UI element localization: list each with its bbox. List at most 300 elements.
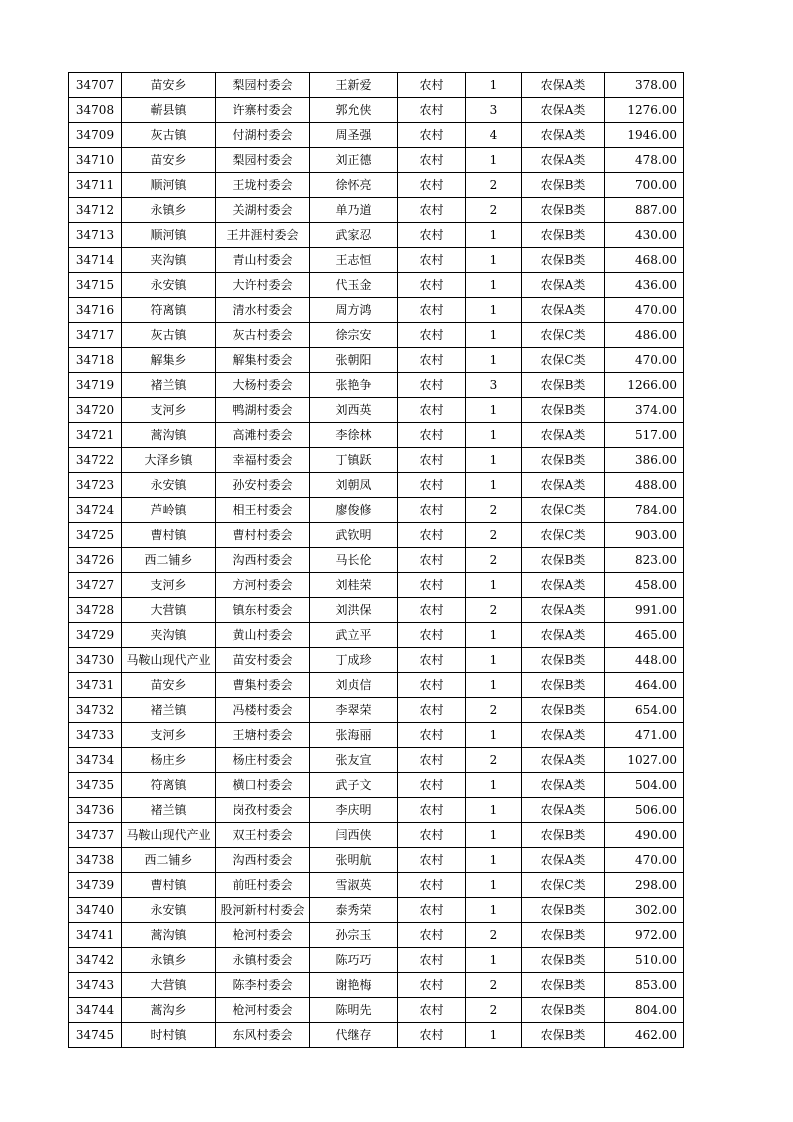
member-count-cell: 1 (466, 848, 522, 873)
village-committee-cell: 王井涯村委会 (216, 223, 310, 248)
town-cell: 西二铺乡 (122, 848, 216, 873)
table-row (69, 773, 684, 798)
member-count-cell: 1 (466, 473, 522, 498)
record-id-cell: 34707 (69, 73, 122, 98)
amount-cell: 478.00 (605, 148, 684, 173)
insurance-category-cell: 农保C类 (522, 523, 605, 548)
table-row (69, 873, 684, 898)
town-cell: 大泽乡镇 (122, 448, 216, 473)
table-row (69, 1023, 684, 1048)
household-type-cell: 农村 (398, 398, 466, 423)
town-cell: 马鞍山现代产业 (122, 823, 216, 848)
record-id-cell: 34739 (69, 873, 122, 898)
village-committee-cell: 灰古村委会 (216, 323, 310, 348)
household-type-cell: 农村 (398, 748, 466, 773)
household-type-cell: 农村 (398, 473, 466, 498)
record-id-cell: 34736 (69, 798, 122, 823)
member-count-cell: 1 (466, 73, 522, 98)
amount-cell: 784.00 (605, 498, 684, 523)
household-type-cell: 农村 (398, 298, 466, 323)
record-id-cell: 34716 (69, 298, 122, 323)
record-id-cell: 34712 (69, 198, 122, 223)
member-count-cell: 1 (466, 273, 522, 298)
record-id-cell: 34745 (69, 1023, 122, 1048)
table-row (69, 848, 684, 873)
member-count-cell: 2 (466, 548, 522, 573)
amount-cell: 465.00 (605, 623, 684, 648)
amount-cell: 468.00 (605, 248, 684, 273)
village-committee-cell: 大杨村委会 (216, 373, 310, 398)
record-id-cell: 34742 (69, 948, 122, 973)
member-count-cell: 1 (466, 423, 522, 448)
amount-cell: 386.00 (605, 448, 684, 473)
table-row (69, 498, 684, 523)
table-row (69, 948, 684, 973)
town-cell: 芦岭镇 (122, 498, 216, 523)
beneficiary-table (68, 72, 684, 1048)
insurance-category-cell: 农保B类 (522, 1023, 605, 1048)
town-cell: 灰古镇 (122, 323, 216, 348)
village-committee-cell: 关湖村委会 (216, 198, 310, 223)
village-committee-cell: 鸭湖村委会 (216, 398, 310, 423)
member-count-cell: 1 (466, 623, 522, 648)
amount-cell: 1266.00 (605, 373, 684, 398)
insurance-category-cell: 农保A类 (522, 798, 605, 823)
household-type-cell: 农村 (398, 73, 466, 98)
member-count-cell: 2 (466, 973, 522, 998)
record-id-cell: 34718 (69, 348, 122, 373)
table-row (69, 298, 684, 323)
amount-cell: 654.00 (605, 698, 684, 723)
person-name-cell: 徐宗安 (310, 323, 398, 348)
record-id-cell: 34724 (69, 498, 122, 523)
insurance-category-cell: 农保A类 (522, 73, 605, 98)
record-id-cell: 34744 (69, 998, 122, 1023)
village-committee-cell: 方河村委会 (216, 573, 310, 598)
amount-cell: 302.00 (605, 898, 684, 923)
village-committee-cell: 黄山村委会 (216, 623, 310, 648)
insurance-category-cell: 农保A类 (522, 848, 605, 873)
insurance-category-cell: 农保B类 (522, 948, 605, 973)
village-committee-cell: 王垅村委会 (216, 173, 310, 198)
town-cell: 苗安乡 (122, 673, 216, 698)
person-name-cell: 周方鸿 (310, 298, 398, 323)
household-type-cell: 农村 (398, 448, 466, 473)
member-count-cell: 1 (466, 773, 522, 798)
town-cell: 夹沟镇 (122, 248, 216, 273)
village-committee-cell: 梨园村委会 (216, 148, 310, 173)
person-name-cell: 武子文 (310, 773, 398, 798)
household-type-cell: 农村 (398, 523, 466, 548)
person-name-cell: 武家忍 (310, 223, 398, 248)
household-type-cell: 农村 (398, 998, 466, 1023)
town-cell: 支河乡 (122, 573, 216, 598)
village-committee-cell: 沟西村委会 (216, 548, 310, 573)
person-name-cell: 张友宣 (310, 748, 398, 773)
person-name-cell: 闫西侠 (310, 823, 398, 848)
person-name-cell: 陈明先 (310, 998, 398, 1023)
member-count-cell: 2 (466, 498, 522, 523)
town-cell: 符离镇 (122, 773, 216, 798)
town-cell: 马鞍山现代产业 (122, 648, 216, 673)
table-row (69, 923, 684, 948)
member-count-cell: 1 (466, 823, 522, 848)
amount-cell: 490.00 (605, 823, 684, 848)
town-cell: 褚兰镇 (122, 698, 216, 723)
person-name-cell: 武立平 (310, 623, 398, 648)
household-type-cell: 农村 (398, 923, 466, 948)
person-name-cell: 武钦明 (310, 523, 398, 548)
table-row (69, 123, 684, 148)
record-id-cell: 34729 (69, 623, 122, 648)
table-row (69, 898, 684, 923)
town-cell: 大营镇 (122, 598, 216, 623)
town-cell: 褚兰镇 (122, 373, 216, 398)
member-count-cell: 1 (466, 798, 522, 823)
table-row (69, 648, 684, 673)
household-type-cell: 农村 (398, 973, 466, 998)
person-name-cell: 刘正德 (310, 148, 398, 173)
table-row (69, 448, 684, 473)
household-type-cell: 农村 (398, 373, 466, 398)
person-name-cell: 丁镇跃 (310, 448, 398, 473)
member-count-cell: 1 (466, 298, 522, 323)
member-count-cell: 2 (466, 598, 522, 623)
member-count-cell: 1 (466, 673, 522, 698)
insurance-category-cell: 农保A类 (522, 98, 605, 123)
record-id-cell: 34734 (69, 748, 122, 773)
insurance-category-cell: 农保C类 (522, 323, 605, 348)
amount-cell: 470.00 (605, 848, 684, 873)
table-row (69, 398, 684, 423)
household-type-cell: 农村 (398, 223, 466, 248)
village-committee-cell: 镇东村委会 (216, 598, 310, 623)
amount-cell: 430.00 (605, 223, 684, 248)
record-id-cell: 34738 (69, 848, 122, 873)
record-id-cell: 34709 (69, 123, 122, 148)
insurance-category-cell: 农保B类 (522, 223, 605, 248)
household-type-cell: 农村 (398, 1023, 466, 1048)
person-name-cell: 张明航 (310, 848, 398, 873)
amount-cell: 853.00 (605, 973, 684, 998)
village-committee-cell: 付湖村委会 (216, 123, 310, 148)
person-name-cell: 刘贞信 (310, 673, 398, 698)
household-type-cell: 农村 (398, 123, 466, 148)
household-type-cell: 农村 (398, 323, 466, 348)
household-type-cell: 农村 (398, 598, 466, 623)
person-name-cell: 廖俊修 (310, 498, 398, 523)
table-row (69, 348, 684, 373)
person-name-cell: 丁成珍 (310, 648, 398, 673)
household-type-cell: 农村 (398, 648, 466, 673)
town-cell: 苗安乡 (122, 73, 216, 98)
amount-cell: 470.00 (605, 298, 684, 323)
table-row (69, 623, 684, 648)
town-cell: 永安镇 (122, 273, 216, 298)
village-committee-cell: 王塘村委会 (216, 723, 310, 748)
town-cell: 永安镇 (122, 473, 216, 498)
table-row (69, 98, 684, 123)
household-type-cell: 农村 (398, 273, 466, 298)
record-id-cell: 34730 (69, 648, 122, 673)
insurance-category-cell: 农保B类 (522, 398, 605, 423)
table-row (69, 148, 684, 173)
table-row (69, 248, 684, 273)
village-committee-cell: 枪河村委会 (216, 923, 310, 948)
village-committee-cell: 幸福村委会 (216, 448, 310, 473)
village-committee-cell: 股河新村村委会 (216, 898, 310, 923)
town-cell: 支河乡 (122, 398, 216, 423)
person-name-cell: 张艳争 (310, 373, 398, 398)
town-cell: 西二铺乡 (122, 548, 216, 573)
table-row (69, 473, 684, 498)
member-count-cell: 1 (466, 948, 522, 973)
insurance-category-cell: 农保B类 (522, 898, 605, 923)
amount-cell: 1276.00 (605, 98, 684, 123)
household-type-cell: 农村 (398, 198, 466, 223)
insurance-category-cell: 农保A类 (522, 573, 605, 598)
village-committee-cell: 双王村委会 (216, 823, 310, 848)
insurance-category-cell: 农保B类 (522, 648, 605, 673)
table-row (69, 823, 684, 848)
amount-cell: 887.00 (605, 198, 684, 223)
town-cell: 时村镇 (122, 1023, 216, 1048)
member-count-cell: 2 (466, 923, 522, 948)
member-count-cell: 3 (466, 98, 522, 123)
insurance-category-cell: 农保A类 (522, 748, 605, 773)
insurance-category-cell: 农保A类 (522, 598, 605, 623)
person-name-cell: 郭允侠 (310, 98, 398, 123)
amount-cell: 486.00 (605, 323, 684, 348)
record-id-cell: 34719 (69, 373, 122, 398)
amount-cell: 1027.00 (605, 748, 684, 773)
record-id-cell: 34731 (69, 673, 122, 698)
table-row (69, 748, 684, 773)
insurance-category-cell: 农保A类 (522, 423, 605, 448)
person-name-cell: 刘朝凤 (310, 473, 398, 498)
household-type-cell: 农村 (398, 548, 466, 573)
amount-cell: 471.00 (605, 723, 684, 748)
household-type-cell: 农村 (398, 898, 466, 923)
record-id-cell: 34713 (69, 223, 122, 248)
table-row (69, 548, 684, 573)
town-cell: 苗安乡 (122, 148, 216, 173)
record-id-cell: 34720 (69, 398, 122, 423)
amount-cell: 517.00 (605, 423, 684, 448)
member-count-cell: 1 (466, 448, 522, 473)
record-id-cell: 34721 (69, 423, 122, 448)
insurance-category-cell: 农保A类 (522, 723, 605, 748)
amount-cell: 504.00 (605, 773, 684, 798)
village-committee-cell: 高滩村委会 (216, 423, 310, 448)
member-count-cell: 1 (466, 573, 522, 598)
person-name-cell: 马长伦 (310, 548, 398, 573)
amount-cell: 298.00 (605, 873, 684, 898)
insurance-category-cell: 农保A类 (522, 273, 605, 298)
table-row (69, 373, 684, 398)
town-cell: 曹村镇 (122, 873, 216, 898)
village-committee-cell: 苗安村委会 (216, 648, 310, 673)
record-id-cell: 34733 (69, 723, 122, 748)
village-committee-cell: 杨庄村委会 (216, 748, 310, 773)
household-type-cell: 农村 (398, 673, 466, 698)
village-committee-cell: 陈李村委会 (216, 973, 310, 998)
person-name-cell: 谢艳梅 (310, 973, 398, 998)
person-name-cell: 张海丽 (310, 723, 398, 748)
table-row (69, 598, 684, 623)
person-name-cell: 王新爱 (310, 73, 398, 98)
household-type-cell: 农村 (398, 348, 466, 373)
amount-cell: 804.00 (605, 998, 684, 1023)
household-type-cell: 农村 (398, 623, 466, 648)
record-id-cell: 34714 (69, 248, 122, 273)
household-type-cell: 农村 (398, 98, 466, 123)
member-count-cell: 1 (466, 348, 522, 373)
record-id-cell: 34740 (69, 898, 122, 923)
record-id-cell: 34727 (69, 573, 122, 598)
member-count-cell: 1 (466, 873, 522, 898)
table-row (69, 573, 684, 598)
record-id-cell: 34722 (69, 448, 122, 473)
household-type-cell: 农村 (398, 723, 466, 748)
person-name-cell: 刘西英 (310, 398, 398, 423)
member-count-cell: 2 (466, 698, 522, 723)
person-name-cell: 代玉金 (310, 273, 398, 298)
insurance-category-cell: 农保B类 (522, 973, 605, 998)
record-id-cell: 34728 (69, 598, 122, 623)
town-cell: 大营镇 (122, 973, 216, 998)
amount-cell: 374.00 (605, 398, 684, 423)
insurance-category-cell: 农保A类 (522, 773, 605, 798)
insurance-category-cell: 农保C类 (522, 498, 605, 523)
town-cell: 蒿沟乡 (122, 998, 216, 1023)
town-cell: 符离镇 (122, 298, 216, 323)
person-name-cell: 周圣强 (310, 123, 398, 148)
amount-cell: 470.00 (605, 348, 684, 373)
insurance-category-cell: 农保C类 (522, 873, 605, 898)
village-committee-cell: 横口村委会 (216, 773, 310, 798)
person-name-cell: 刘桂荣 (310, 573, 398, 598)
record-id-cell: 34715 (69, 273, 122, 298)
household-type-cell: 农村 (398, 823, 466, 848)
village-committee-cell: 沟西村委会 (216, 848, 310, 873)
amount-cell: 903.00 (605, 523, 684, 548)
insurance-category-cell: 农保A类 (522, 123, 605, 148)
table-row (69, 73, 684, 98)
household-type-cell: 农村 (398, 948, 466, 973)
town-cell: 支河乡 (122, 723, 216, 748)
household-type-cell: 农村 (398, 248, 466, 273)
household-type-cell: 农村 (398, 773, 466, 798)
person-name-cell: 李徐林 (310, 423, 398, 448)
member-count-cell: 1 (466, 1023, 522, 1048)
member-count-cell: 4 (466, 123, 522, 148)
insurance-category-cell: 农保B类 (522, 248, 605, 273)
table-row (69, 798, 684, 823)
member-count-cell: 3 (466, 373, 522, 398)
person-name-cell: 李翠荣 (310, 698, 398, 723)
town-cell: 永镇乡 (122, 198, 216, 223)
amount-cell: 462.00 (605, 1023, 684, 1048)
member-count-cell: 1 (466, 148, 522, 173)
household-type-cell: 农村 (398, 798, 466, 823)
table-row (69, 673, 684, 698)
table-row (69, 998, 684, 1023)
record-id-cell: 34710 (69, 148, 122, 173)
member-count-cell: 2 (466, 173, 522, 198)
record-id-cell: 34711 (69, 173, 122, 198)
amount-cell: 972.00 (605, 923, 684, 948)
village-committee-cell: 相王村委会 (216, 498, 310, 523)
record-id-cell: 34717 (69, 323, 122, 348)
amount-cell: 378.00 (605, 73, 684, 98)
village-committee-cell: 孙安村委会 (216, 473, 310, 498)
table-row (69, 423, 684, 448)
person-name-cell: 单乃道 (310, 198, 398, 223)
table-row (69, 698, 684, 723)
member-count-cell: 2 (466, 748, 522, 773)
town-cell: 夹沟镇 (122, 623, 216, 648)
household-type-cell: 农村 (398, 848, 466, 873)
village-committee-cell: 冯楼村委会 (216, 698, 310, 723)
town-cell: 蕲县镇 (122, 98, 216, 123)
record-id-cell: 34708 (69, 98, 122, 123)
town-cell: 杨庄乡 (122, 748, 216, 773)
amount-cell: 436.00 (605, 273, 684, 298)
record-id-cell: 34726 (69, 548, 122, 573)
table-row (69, 173, 684, 198)
person-name-cell: 徐怀亮 (310, 173, 398, 198)
amount-cell: 823.00 (605, 548, 684, 573)
member-count-cell: 2 (466, 523, 522, 548)
town-cell: 解集乡 (122, 348, 216, 373)
town-cell: 蒿沟镇 (122, 923, 216, 948)
table-row (69, 973, 684, 998)
member-count-cell: 1 (466, 398, 522, 423)
person-name-cell: 张朝阳 (310, 348, 398, 373)
town-cell: 永镇乡 (122, 948, 216, 973)
record-id-cell: 34725 (69, 523, 122, 548)
person-name-cell: 刘洪保 (310, 598, 398, 623)
amount-cell: 506.00 (605, 798, 684, 823)
amount-cell: 510.00 (605, 948, 684, 973)
table-row (69, 198, 684, 223)
insurance-category-cell: 农保B类 (522, 998, 605, 1023)
record-id-cell: 34737 (69, 823, 122, 848)
town-cell: 褚兰镇 (122, 798, 216, 823)
town-cell: 曹村镇 (122, 523, 216, 548)
table-row (69, 323, 684, 348)
insurance-category-cell: 农保B类 (522, 673, 605, 698)
amount-cell: 448.00 (605, 648, 684, 673)
table-row (69, 223, 684, 248)
member-count-cell: 2 (466, 998, 522, 1023)
household-type-cell: 农村 (398, 173, 466, 198)
village-committee-cell: 清水村委会 (216, 298, 310, 323)
person-name-cell: 代继存 (310, 1023, 398, 1048)
village-committee-cell: 青山村委会 (216, 248, 310, 273)
person-name-cell: 孙宗玉 (310, 923, 398, 948)
amount-cell: 464.00 (605, 673, 684, 698)
household-type-cell: 农村 (398, 873, 466, 898)
member-count-cell: 1 (466, 898, 522, 923)
insurance-category-cell: 农保B类 (522, 198, 605, 223)
insurance-category-cell: 农保A类 (522, 623, 605, 648)
insurance-category-cell: 农保B类 (522, 923, 605, 948)
amount-cell: 488.00 (605, 473, 684, 498)
town-cell: 灰古镇 (122, 123, 216, 148)
town-cell: 顺河镇 (122, 173, 216, 198)
